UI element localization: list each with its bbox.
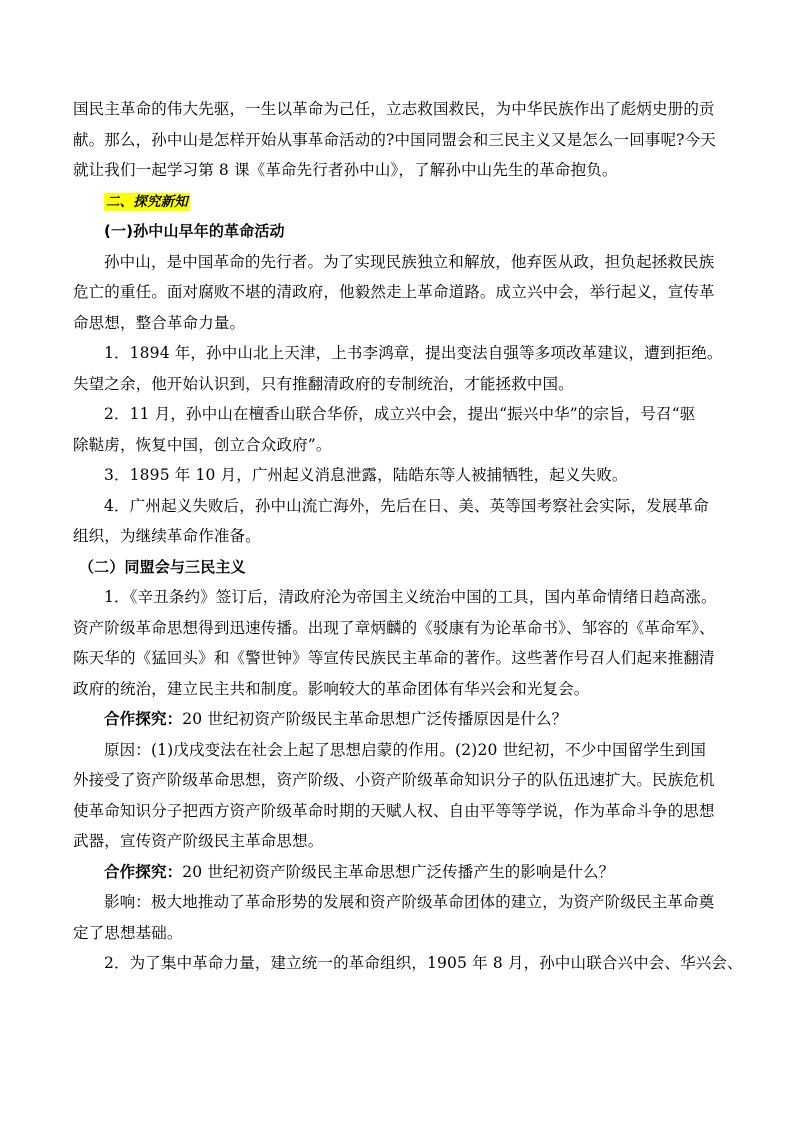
section-tag-highlight: 二、探究新知	[106, 193, 188, 210]
paragraph-line: 孙中山，是中国革命的先行者。为了实现民族独立和解放，他弃医从政，担负起拯救民族	[104, 252, 715, 271]
paragraph-line: 命思想，整合革命力量。	[73, 313, 246, 332]
paragraph-line: 2．为了集中革命力量，建立统一的革命组织，1905 年 8 月，孙中山联合兴中会、华兴会、	[104, 954, 743, 972]
list-item-4-line: 4．广州起义失败后，孙中山流亡海外，先后在日、美、英等国考察社会实际，发展革命	[104, 496, 709, 515]
intro-line-3: 就让我们一起学习第 8 课《革命先行者孙中山》，了解孙中山先生的革命抱负。	[73, 161, 618, 179]
document-body	[73, 94, 743, 979]
question-2-label: 合作探究：	[104, 862, 183, 881]
answer-1-line: 外接受了资产阶级革命思想，资产阶级、小资产阶级革命知识分子的队伍迅速扩大。民族危机	[73, 771, 715, 789]
question-1	[73, 704, 723, 735]
section-heading-row	[73, 186, 723, 217]
paragraph-line: 资产阶级革命思想得到迅速传播。出现了章炳麟的《驳康有为论革命书》、邹容的《革命军》、	[73, 618, 715, 637]
intro-line-2: 献。那么，孙中山是怎样开始从事革命活动的?中国同盟会和三民主义又是怎么一回事呢?今天	[73, 130, 716, 149]
list-item-1-line: 1．1894 年，孙中山北上天津，上书李鸿章，提出变法自强等多项改革建议，遭到拒绝。	[104, 344, 723, 362]
paragraph-line: 1．《辛丑条约》签订后，清政府沦为帝国主义统治中国的工具，国内革命情绪日趋高涨。	[104, 588, 717, 606]
answer-2-line: 影响：极大地推动了革命形势的发展和资产阶级革命团体的建立，为资产阶级民主革命奠	[104, 893, 715, 911]
intro-line-1: 国民主革命的伟大先驱，一生以革命为己任，立志救国救民，为中华民族作出了彪炳史册的贡	[73, 100, 715, 118]
answer-2-line: 定了思想基础。	[73, 923, 183, 942]
list-item-4-line: 组织，为继续革命作准备。	[73, 527, 261, 545]
list-item-2-line: 除鞑虏，恢复中国，创立合众政府”。	[73, 435, 332, 454]
answer-1-line: 原因：(1)戊戌变法在社会上起了思想启蒙的作用。(2)20 世纪初，不少中国留学生到国	[104, 740, 707, 759]
paragraph-line: 危亡的重任。面对腐败不堪的清政府，他毅然走上革命道路。成立兴中会，举行起义，宣传革	[73, 283, 715, 301]
paragraph-line: 陈天华的《猛回头》和《警世钟》等宣传民族民主革命的著作。这些著作号召人们起来推翻清	[73, 649, 715, 667]
list-item-2-line: 2．11 月，孙中山在檀香山联合华侨，成立兴中会，提出“振兴中华”的宗旨，号召“驱	[104, 405, 696, 423]
subsection-heading-1: (一)孙中山早年的革命活动	[104, 222, 285, 240]
list-item-1-line: 失望之余，他开始认识到，只有推翻清政府的专制统治，才能拯救中国。	[73, 374, 574, 393]
question-1-label: 合作探究：	[104, 710, 183, 728]
list-item-3-line: 3．1895 年 10 月，广州起义消息泄露，陆皓东等人被捕牺牲，起义失败。	[104, 466, 628, 484]
answer-1-line: 使革命知识分子把西方资产阶级革命时期的天赋人权、自由平等等学说，作为革命斗争的思想	[73, 801, 715, 820]
subsection-heading-2: （二）同盟会与三民主义	[79, 557, 246, 576]
answer-1-line: 武器，宣传资产阶级民主革命思想。	[73, 832, 324, 850]
question-2-text: 20 世纪初资产阶级民主革命思想广泛传播产生的影响是什么？	[182, 862, 615, 881]
question-1-text: 20 世纪初资产阶级民主革命思想广泛传播原因是什么？	[182, 710, 568, 728]
question-2	[73, 857, 723, 888]
paragraph-line: 政府的统治，建立民主共和制度。影响较大的革命团体有华兴会和光复会。	[73, 679, 590, 698]
